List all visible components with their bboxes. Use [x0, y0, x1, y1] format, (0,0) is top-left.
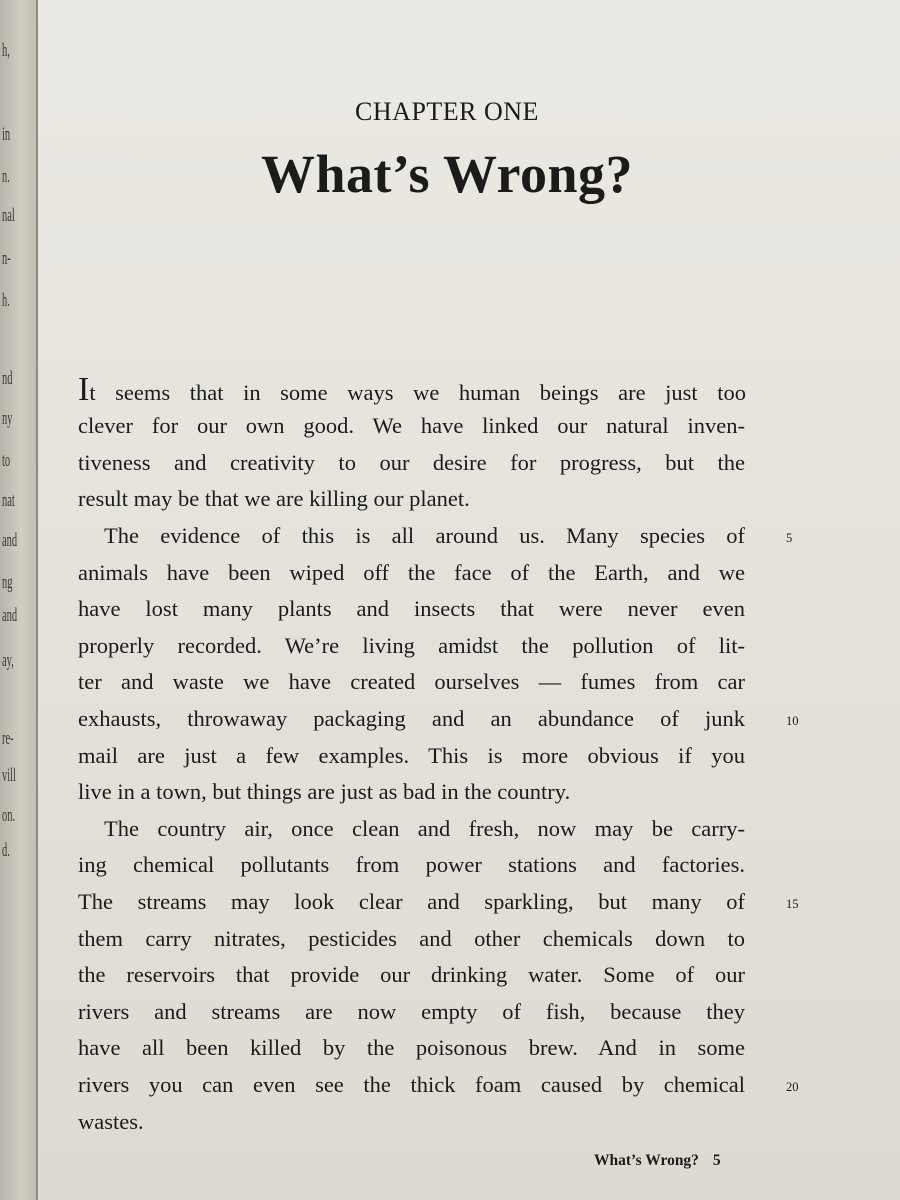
text-line: wastes. [78, 1109, 144, 1134]
prev-page-fragment: ay, [2, 650, 14, 671]
text-line: tiveness and creativity to our desire for progress, but the [78, 450, 745, 475]
line-number: 20 [786, 1080, 799, 1094]
drop-cap: I [78, 371, 90, 408]
prev-page-fragment: n- [2, 248, 11, 269]
prev-page-fragment: and [2, 605, 18, 626]
text-line: rivers and streams are now empty of fish, because they [78, 999, 745, 1024]
prev-page-fragment: vill [2, 765, 16, 786]
text-line: have all been killed by the poisonous brew. And in some [78, 1035, 745, 1060]
text-line-content: t seems that in some ways we human beings are just too [89, 380, 746, 405]
prev-page-fragment: n. [2, 166, 10, 187]
line-number: 15 [786, 897, 799, 911]
text-line [78, 373, 746, 407]
text-line: The country air, once clean and fresh, now may be carry- [104, 816, 745, 841]
text-line: rivers you can even see the thick foam caused by chemical [78, 1072, 745, 1097]
running-footer [594, 1152, 721, 1170]
chapter-label: CHAPTER ONE [355, 97, 539, 126]
text-line: exhausts, throwaway packaging and an abundance of junk [78, 706, 745, 731]
prev-page-fragment: h, [2, 40, 10, 61]
text-line: The evidence of this is all around us. Many species of [104, 523, 745, 548]
text-line: ter and waste we have created ourselves — fumes from car [78, 669, 745, 694]
text-line: live in a town, but things are just as bad in the country. [78, 779, 571, 804]
page-number: 5 [712, 1152, 721, 1169]
prev-page-fragment: to [2, 450, 11, 471]
text-line: ing chemical pollutants from power stations and factories. [78, 852, 745, 877]
line-number: 10 [786, 714, 799, 728]
text-line: mail are just a few examples. This is more obvious if you [78, 743, 745, 768]
prev-page-fragment: on. [2, 805, 16, 826]
prev-page-fragment: in [2, 124, 11, 145]
text-line: properly recorded. We’re living amidst the pollution of lit- [78, 633, 745, 658]
chapter-title: What’s Wrong? [260, 144, 634, 204]
prev-page-fragment: re- [2, 728, 14, 749]
line-number: 5 [786, 531, 793, 545]
text-line: them carry nitrates, pesticides and other chemicals down to [78, 926, 745, 951]
prev-page-fragment: nat [2, 490, 15, 511]
prev-page-fragment: nal [2, 205, 15, 226]
prev-page-fragment: d. [2, 840, 10, 861]
prev-page-fragment: ng [2, 572, 13, 593]
text-line: animals have been wiped off the face of the Earth, and we [78, 560, 745, 585]
text-line: have lost many plants and insects that were never even [78, 596, 745, 621]
text-line: The streams may look clear and sparkling, but many of [78, 889, 745, 914]
prev-page-fragment: nd [2, 368, 13, 389]
text-line: the reservoirs that provide our drinking water. Some of our [78, 962, 745, 987]
prev-page-fragment: ny [2, 408, 13, 429]
prev-page-fragment: and [2, 530, 18, 551]
prev-page-fragment: h. [2, 290, 10, 311]
book-page [38, 0, 900, 1200]
footer-title: What’s Wrong? [594, 1152, 699, 1169]
text-line: clever for our own good. We have linked our natural inven- [78, 413, 745, 438]
previous-page-edge [0, 0, 38, 1200]
text-line: result may be that we are killing our planet. [78, 486, 470, 511]
